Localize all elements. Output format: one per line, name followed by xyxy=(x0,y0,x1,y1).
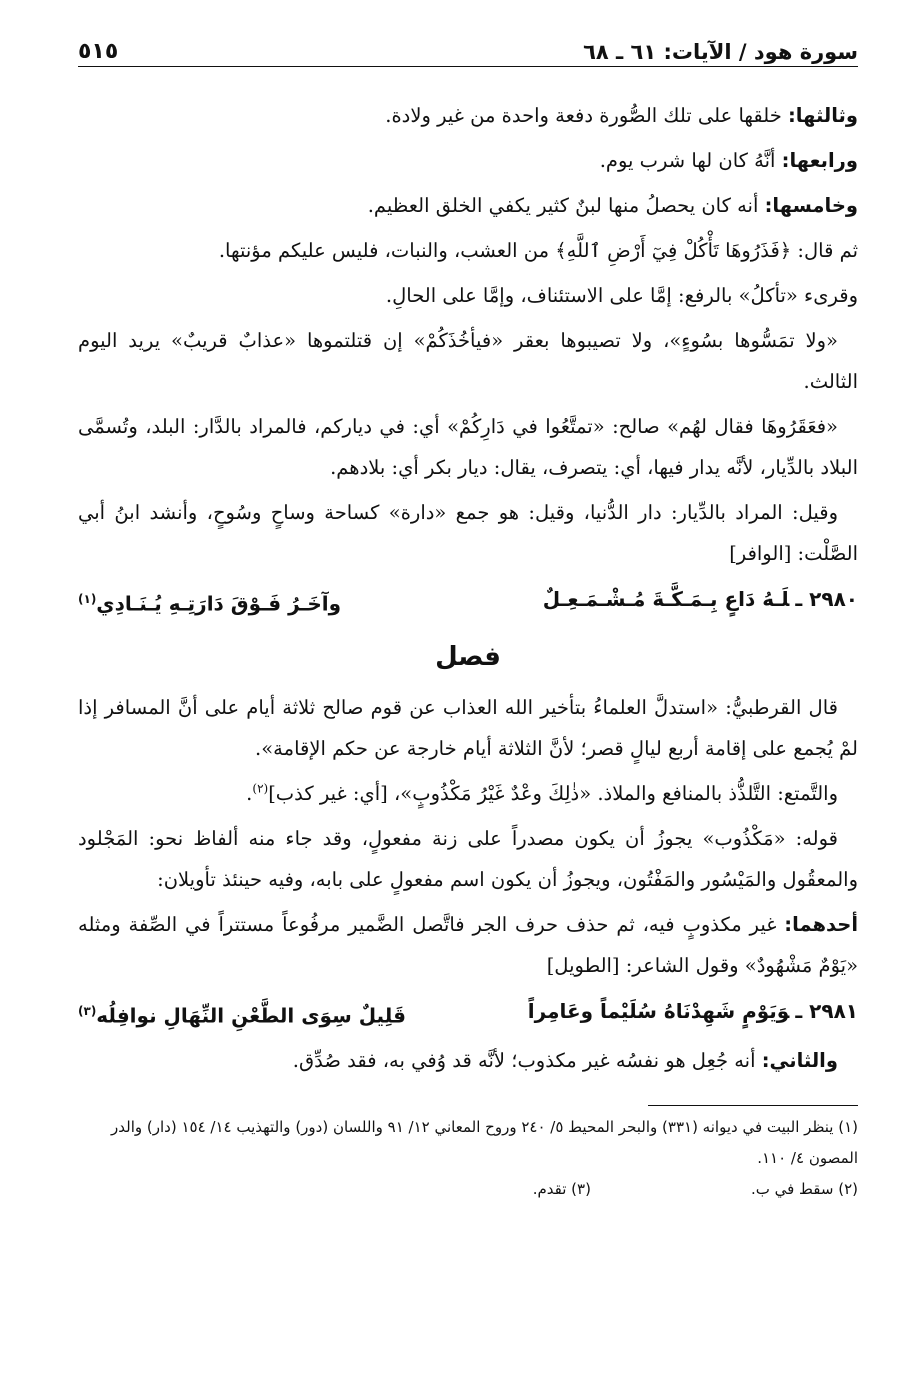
footnote-3: (٣) تقدم. xyxy=(532,1180,591,1199)
running-header xyxy=(78,30,858,67)
paragraph-text: غير مكذوبٍ فيه، ثم حذف حرف الجر فاتَّصل الضَّمير مرفُوعاً مستتراً في الصِّفة ومثله «يَوْمٌ مَشْهُودٌ» وقول الشاعر: [الطويل] xyxy=(78,912,858,977)
paragraph-label: والثاني: xyxy=(761,1049,838,1073)
footnote-row xyxy=(78,1174,858,1205)
paragraph-text: والتَّمتع: التَّلذُّذ بالمنافع والملاذ. «ذٰلِكَ وعْدٌ غَيْرُ مَكْذُوبٍ»، [أي: غير كذب] xyxy=(268,781,838,805)
main-text xyxy=(78,95,858,1081)
paragraph-label: وخامسها: xyxy=(764,194,858,217)
verse-second-hemistich xyxy=(78,578,341,625)
paragraph-text: أنه جُعِل هو نفسُه غير مكذوب؛ لأنَّه قد وُفي به، فقد صُدِّق. xyxy=(292,1049,762,1073)
header-title: سورة هود / الآيات: ٦١ ـ ٦٨ xyxy=(583,40,858,64)
verse-first-hemistich xyxy=(528,990,858,1037)
paragraph-slaughter: «فعَقَرُوهَا فقال لهُم» صالح: «تمتَّعُوا في دَارِكُمْ» أي: في دياركم، فالمراد بالدَّار: البلد، وتُسمَّى البلاد بالدِّيار، لأنَّه يدار فيها، أي: يتصرف، يقال: ديار بكر أي: بلادهم. xyxy=(78,415,858,479)
footnote-ref[interactable]: (١) xyxy=(78,592,97,606)
section-heading: فصل xyxy=(435,641,501,672)
paragraph-text: خلقها على تلك الصُّورة دفعة واحدة من غير ولادة. xyxy=(385,104,788,127)
verse-text: وآخَـرُ فَـوْقَ دَارَتِـهِ يُـنَـادِي xyxy=(96,591,342,616)
paragraph-reading: وقرىء «تأكلُ» بالرفع: إمَّا على الاستئناف، وإمَّا على الحالِ. xyxy=(385,284,858,307)
verse-number: ٢٩٨٠ ـ xyxy=(795,587,858,611)
paragraph-qurtubi: قال القرطبيُّ: «استدلَّ العلماءُ بتأخير الله العذاب عن قوم صالح ثلاثة أيام على أنَّ المسافر إذا لمْ يُجمع على إقامة أربع ليالٍ قصر؛ لأنَّ الثلاثة أيام خارجة عن حكم الإقامة». xyxy=(78,695,858,760)
paragraph-makdhub: قوله: «مَكْذُوب» يجوزُ أن يكون مصدراً على زنة مفعولٍ، وقد جاء منه ألفاظ نحو: المَجْلود والمعقُول والمَيْسُور والمَفْتُون، ويجوزُ أن يكون اسم مفعولٍ على بابه، وفيه حينئذ تأويلان: xyxy=(78,826,858,891)
verse-number: ٢٩٨١ ـ xyxy=(795,998,858,1023)
verse-text: وَيَوْمٍ شَهِدْنَاهُ سُلَيْماً وعَامِراً xyxy=(527,998,790,1023)
paragraph-fifth xyxy=(78,185,858,226)
paragraph-enjoyment xyxy=(78,773,858,814)
paragraph-diyar: وقيل: المراد بالدِّيار: دار الدُّنيا، وقيل: هو جمع «دارة» كساحة وساحٍ وسُوحٍ، وأنشد ابنُ أبي الصَّلْت: [الوافر] xyxy=(78,501,858,565)
paragraph-second-interpretation xyxy=(78,1040,858,1081)
footnote-2: (٢) سقط في ب. xyxy=(750,1180,858,1199)
paragraph-label: ورابعها: xyxy=(781,149,858,172)
verse-2981 xyxy=(78,990,858,1037)
verse-2980 xyxy=(78,578,858,625)
footnotes xyxy=(78,1112,858,1205)
footnote-ref[interactable]: (٣) xyxy=(78,1003,97,1018)
verse-first-hemistich xyxy=(543,578,858,625)
footnote-1: (١) ينظر البيت في ديوانه (٣٣١) والبحر المحيط ٥/ ٢٤٠ وروح المعاني ١٢/ ٩١ واللسان (دور) والتهذيب ١٤/ ١٥٤ (دار) والدر المصون ٤/ ١١٠. xyxy=(111,1118,858,1168)
paragraph-quran-quote: ثم قال: ﴿فَذَرُوهَا تَأْكُلْ فِيٓ أَرْضِ ٱللَّهِ﴾ من العشب، والنبات، فليس عليكم مؤنتها. xyxy=(218,239,858,262)
paragraph-text: . xyxy=(246,781,253,805)
verse-text: قَلِيلٌ سِوَى الطَّعْنِ النِّهَالِ نوافِلُه xyxy=(96,1003,406,1028)
paragraph-text: أنه كان يحصلُ منها لبنٌ كثير يكفي الخلق العظيم. xyxy=(367,194,765,217)
footnote-separator xyxy=(648,1105,858,1106)
footnote-ref[interactable]: (٢) xyxy=(252,781,269,796)
paragraph-label: وثالثها: xyxy=(787,104,858,127)
paragraph-fourth xyxy=(78,140,858,181)
paragraph-touch: «ولا تمَسُّوها بسُوءٍ»، ولا تصيبوها بعقر «فيأخُذَكُمْ» إن قتلتموها «عذابٌ قريبٌ» يريد اليوم الثالث. xyxy=(78,329,858,393)
paragraph-text: أنَّهُ كان لها شرب يوم. xyxy=(599,149,782,172)
paragraph-third xyxy=(78,95,858,136)
page-number: ٥١٥ xyxy=(78,39,119,64)
book-page xyxy=(78,30,858,1205)
verse-second-hemistich xyxy=(78,990,406,1037)
paragraph-label: أحدهما: xyxy=(784,912,858,936)
verse-text: لَـهُ دَاعٍ بِـمَـكَّـةَ مُـشْـمَـعِـلٌ xyxy=(542,587,790,611)
paragraph-first-interpretation xyxy=(78,904,858,986)
